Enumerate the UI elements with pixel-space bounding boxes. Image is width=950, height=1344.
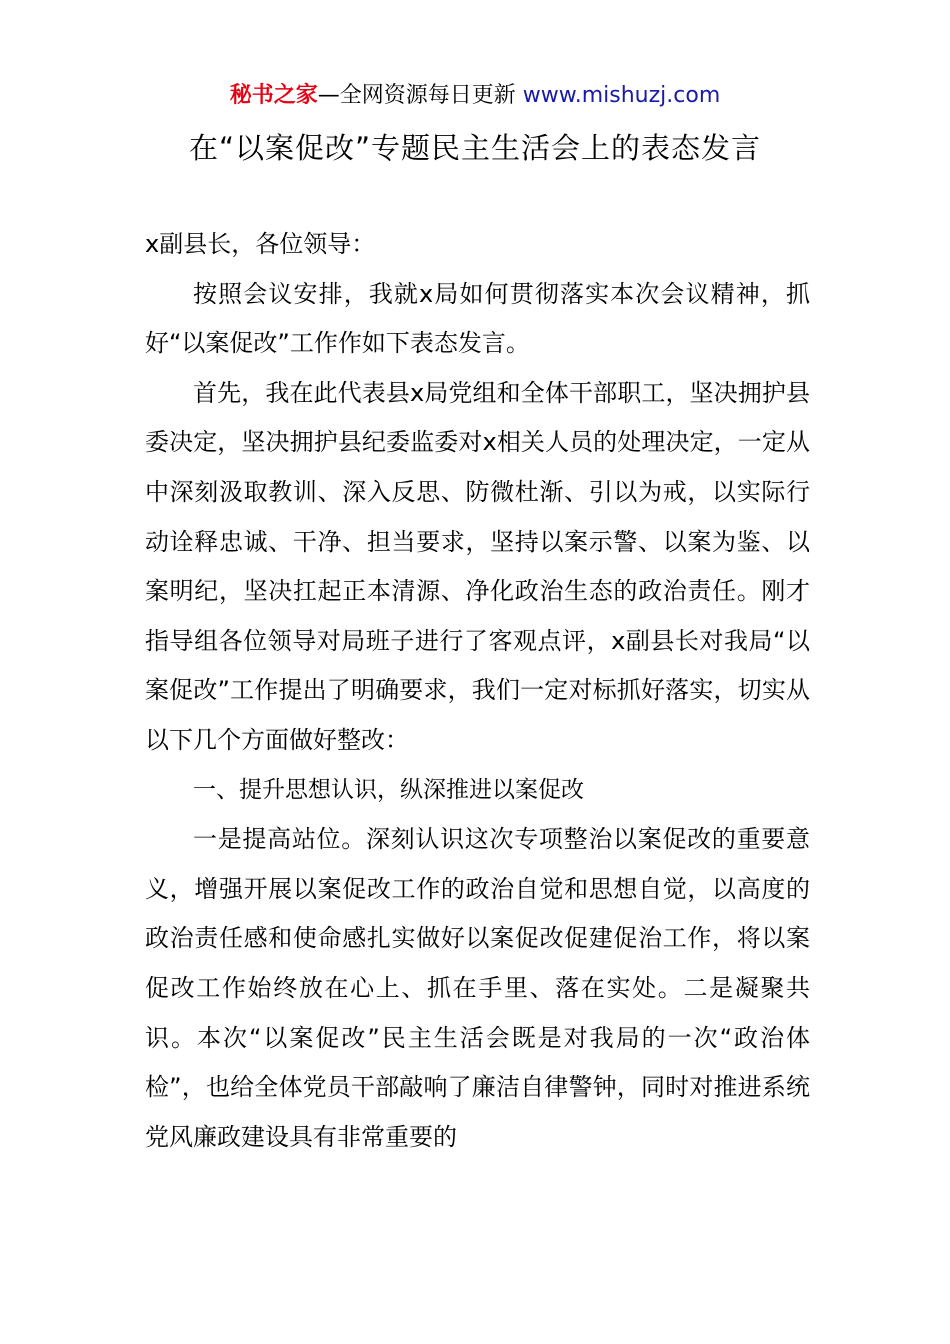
document-title: 在“以案促改”专题民主生活会上的表态发言 xyxy=(188,131,762,165)
paragraph-first: 首先，我在此代表县x局党组和全体干部职工，坚决拥护县委决定，坚决拥护县纪委监委对x相关人员的处理决定，一定从中深刻汲取教训、深入反思、防微杜渐、引以为戒，以实际行动诠释忠诚、干净、担当要求，坚持以案示警、以案为鉴、以案明纪，坚决扛起正本清源、净化政治生态的政治责任。刚才指导组各位领导对局班子进行了客观点评，x副县长对我局“以案促改”工作提出了明确要求，我们一定对标抓好落实，切实从以下几个方面做好整改： xyxy=(145,378,810,754)
salutation: x副县长，各位领导： xyxy=(145,230,376,258)
site-tagline: —全网资源每日更新 xyxy=(317,83,516,108)
document-body xyxy=(145,220,810,1162)
site-header xyxy=(0,80,950,112)
paragraph-intro: 按照会议安排，我就x局如何贯彻落实本次会议精神，抓好“以案促改”工作作如下表态发言。 xyxy=(145,279,810,358)
site-name: 秘书之家 xyxy=(229,83,318,108)
site-url[interactable]: www.mishuzj.com xyxy=(522,83,721,108)
section-heading: 一、提升思想认识，纵深推进以案促改 xyxy=(193,776,584,803)
section-paragraph: 一是提高站位。深刻认识这次专项整治以案促改的重要意义，增强开展以案促改工作的政治自觉和思想自觉，以高度的政治责任感和使命感扎实做好以案促改促建促治工作，将以案促改工作始终放在心上、抓在手里、落在实处。二是凝聚共识。本次“以案促改”民主生活会既是对我局的一次“政治体检”，也给全体党员干部敲响了廉洁自律警钟，同时对推进系统党风廉政建设具有非常重要的 xyxy=(145,825,810,1151)
